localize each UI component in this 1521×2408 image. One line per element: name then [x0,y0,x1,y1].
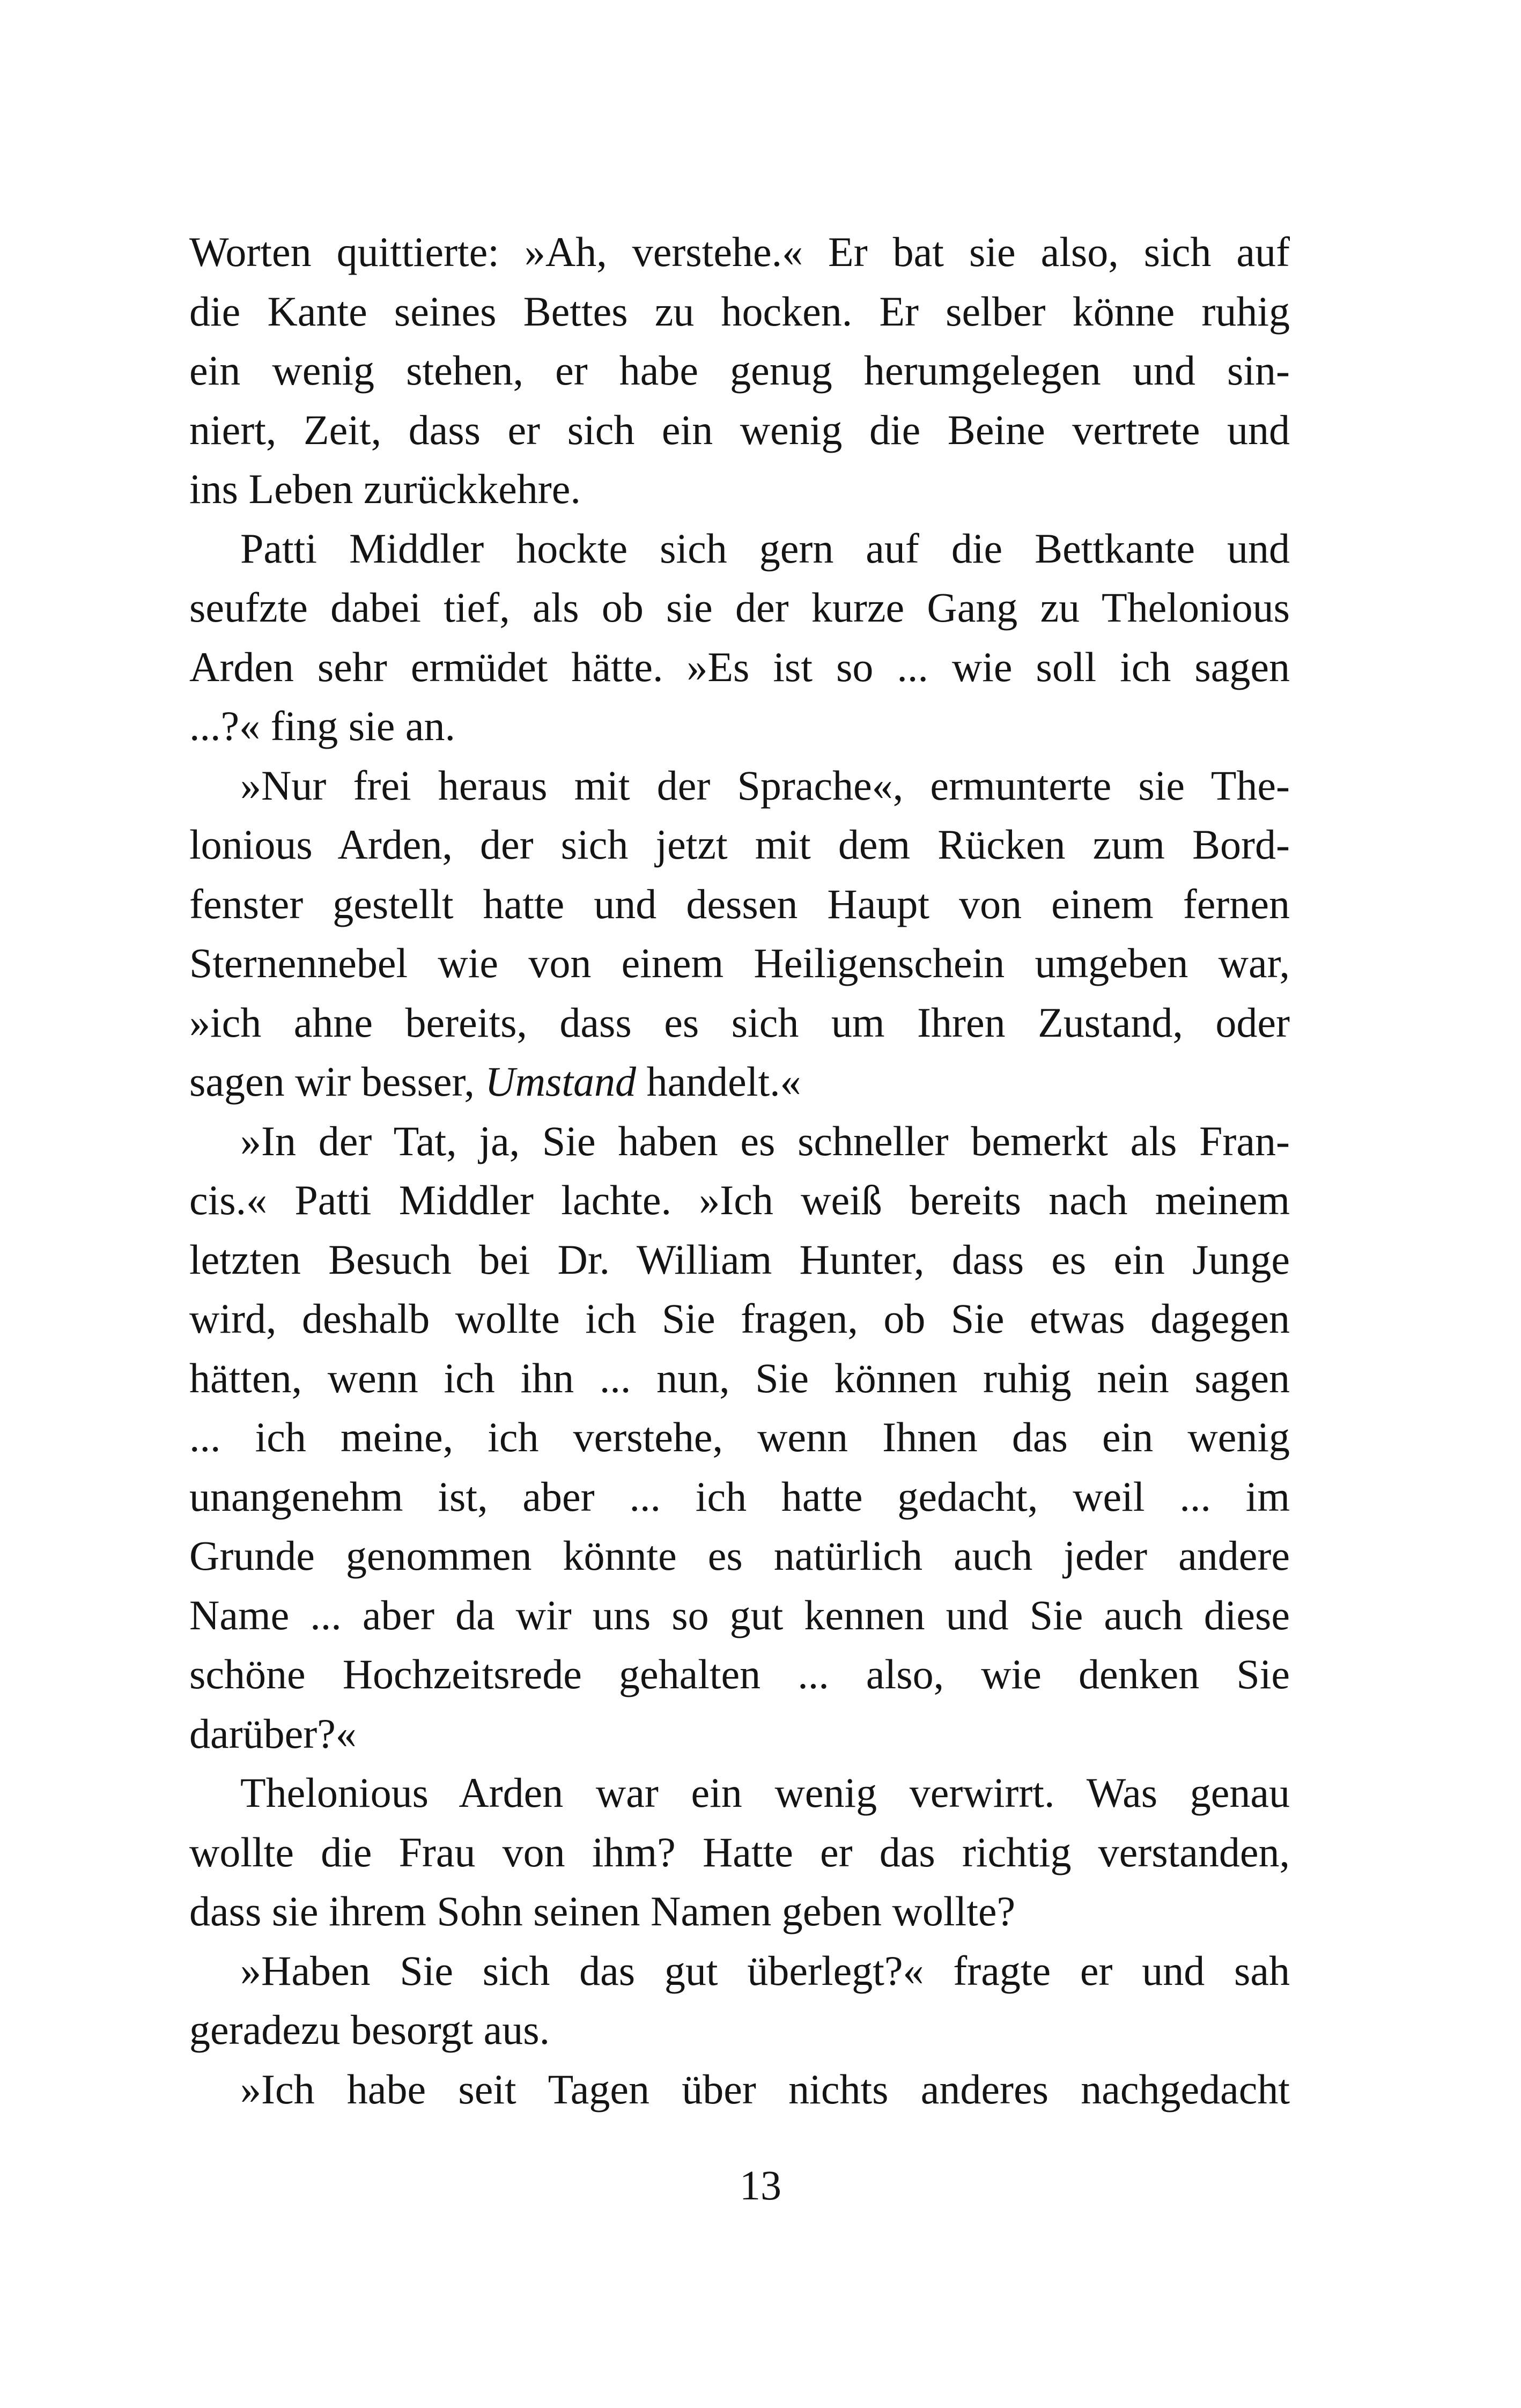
text-run: handelt.« [636,1058,801,1105]
text-line: cis.« Patti Middler lachte. »Ich weiß bereits nach meinem [189,1177,1290,1223]
text-line: lonious Arden, der sich jetzt mit dem Rücken zum Bord- [189,821,1290,868]
text-line: »Ich habe seit Tagen über nichts anderes nachgedacht [240,2065,1290,2112]
text-line: ins Leben zurückkehre. [189,466,581,512]
text-line: dass sie ihrem Sohn seinen Namen geben wollte? [189,1888,1016,1934]
text-line: niert, Zeit, dass er sich ein wenig die Beine vertrete und [189,406,1290,453]
text-line: »Haben Sie sich das gut überlegt?« fragte er und sah [240,1947,1290,1994]
italic-word: Umstand [485,1058,637,1105]
page-number: 13 [740,2162,781,2208]
text-line: geradezu besorgt aus. [189,2006,550,2053]
text-line: hätten, wenn ich ihn ... nun, Sie können ruhig nein sagen [189,1354,1290,1401]
text-line: schöne Hochzeitsrede gehalten ... also, wie denken Sie [189,1651,1290,1697]
text-line: Sternennebel wie von einem Heiligenschein umgeben war, [189,940,1290,986]
text-line: wollte die Frau von ihm? Hatte er das richtig verstanden, [189,1828,1290,1875]
text-line: letzten Besuch bei Dr. William Hunter, dass es ein Junge [189,1236,1290,1283]
text-line: Thelonious Arden war ein wenig verwirrt. Was genau [240,1769,1290,1816]
text-line: Patti Middler hockte sich gern auf die Bettkante und [240,525,1290,572]
text-line [189,1052,1290,1112]
text-line: »Nur frei heraus mit der Sprache«, ermunterte sie The- [240,762,1290,809]
text-line: darüber?« [189,1710,357,1757]
text-line: seufzte dabei tief, als ob sie der kurze Gang zu Thelonious [189,584,1290,631]
text-line: ...?« fing sie an. [189,703,456,749]
text-run: sagen wir besser, [189,1058,485,1105]
text-line: fenster gestellt hatte und dessen Haupt von einem fernen [189,880,1290,927]
body-text [189,223,1290,2119]
text-line: ... ich meine, ich verstehe, wenn Ihnen das ein wenig [189,1414,1290,1460]
text-line: »ich ahne bereits, dass es sich um Ihren Zustand, oder [189,999,1290,1046]
text-line: Name ... aber da wir uns so gut kennen und Sie auch diese [189,1591,1290,1638]
text-line: unangenehm ist, aber ... ich hatte gedacht, weil ... im [189,1473,1290,1520]
text-line: ein wenig stehen, er habe genug herumgelegen und sin- [189,347,1290,394]
text-line: Grunde genommen könnte es natürlich auch jeder andere [189,1532,1290,1579]
text-line: wird, deshalb wollte ich Sie fragen, ob Sie etwas dagegen [189,1295,1290,1342]
text-line: »In der Tat, ja, Sie haben es schneller bemerkt als Fran- [240,1117,1290,1164]
text-line: die Kante seines Bettes zu hocken. Er selber könne ruhig [189,287,1290,335]
text-line: Arden sehr ermüdet hätte. »Es ist so ... wie soll ich sagen [189,643,1290,690]
text-line: Worten quittierte: »Ah, verstehe.« Er bat sie also, sich auf [189,228,1290,275]
